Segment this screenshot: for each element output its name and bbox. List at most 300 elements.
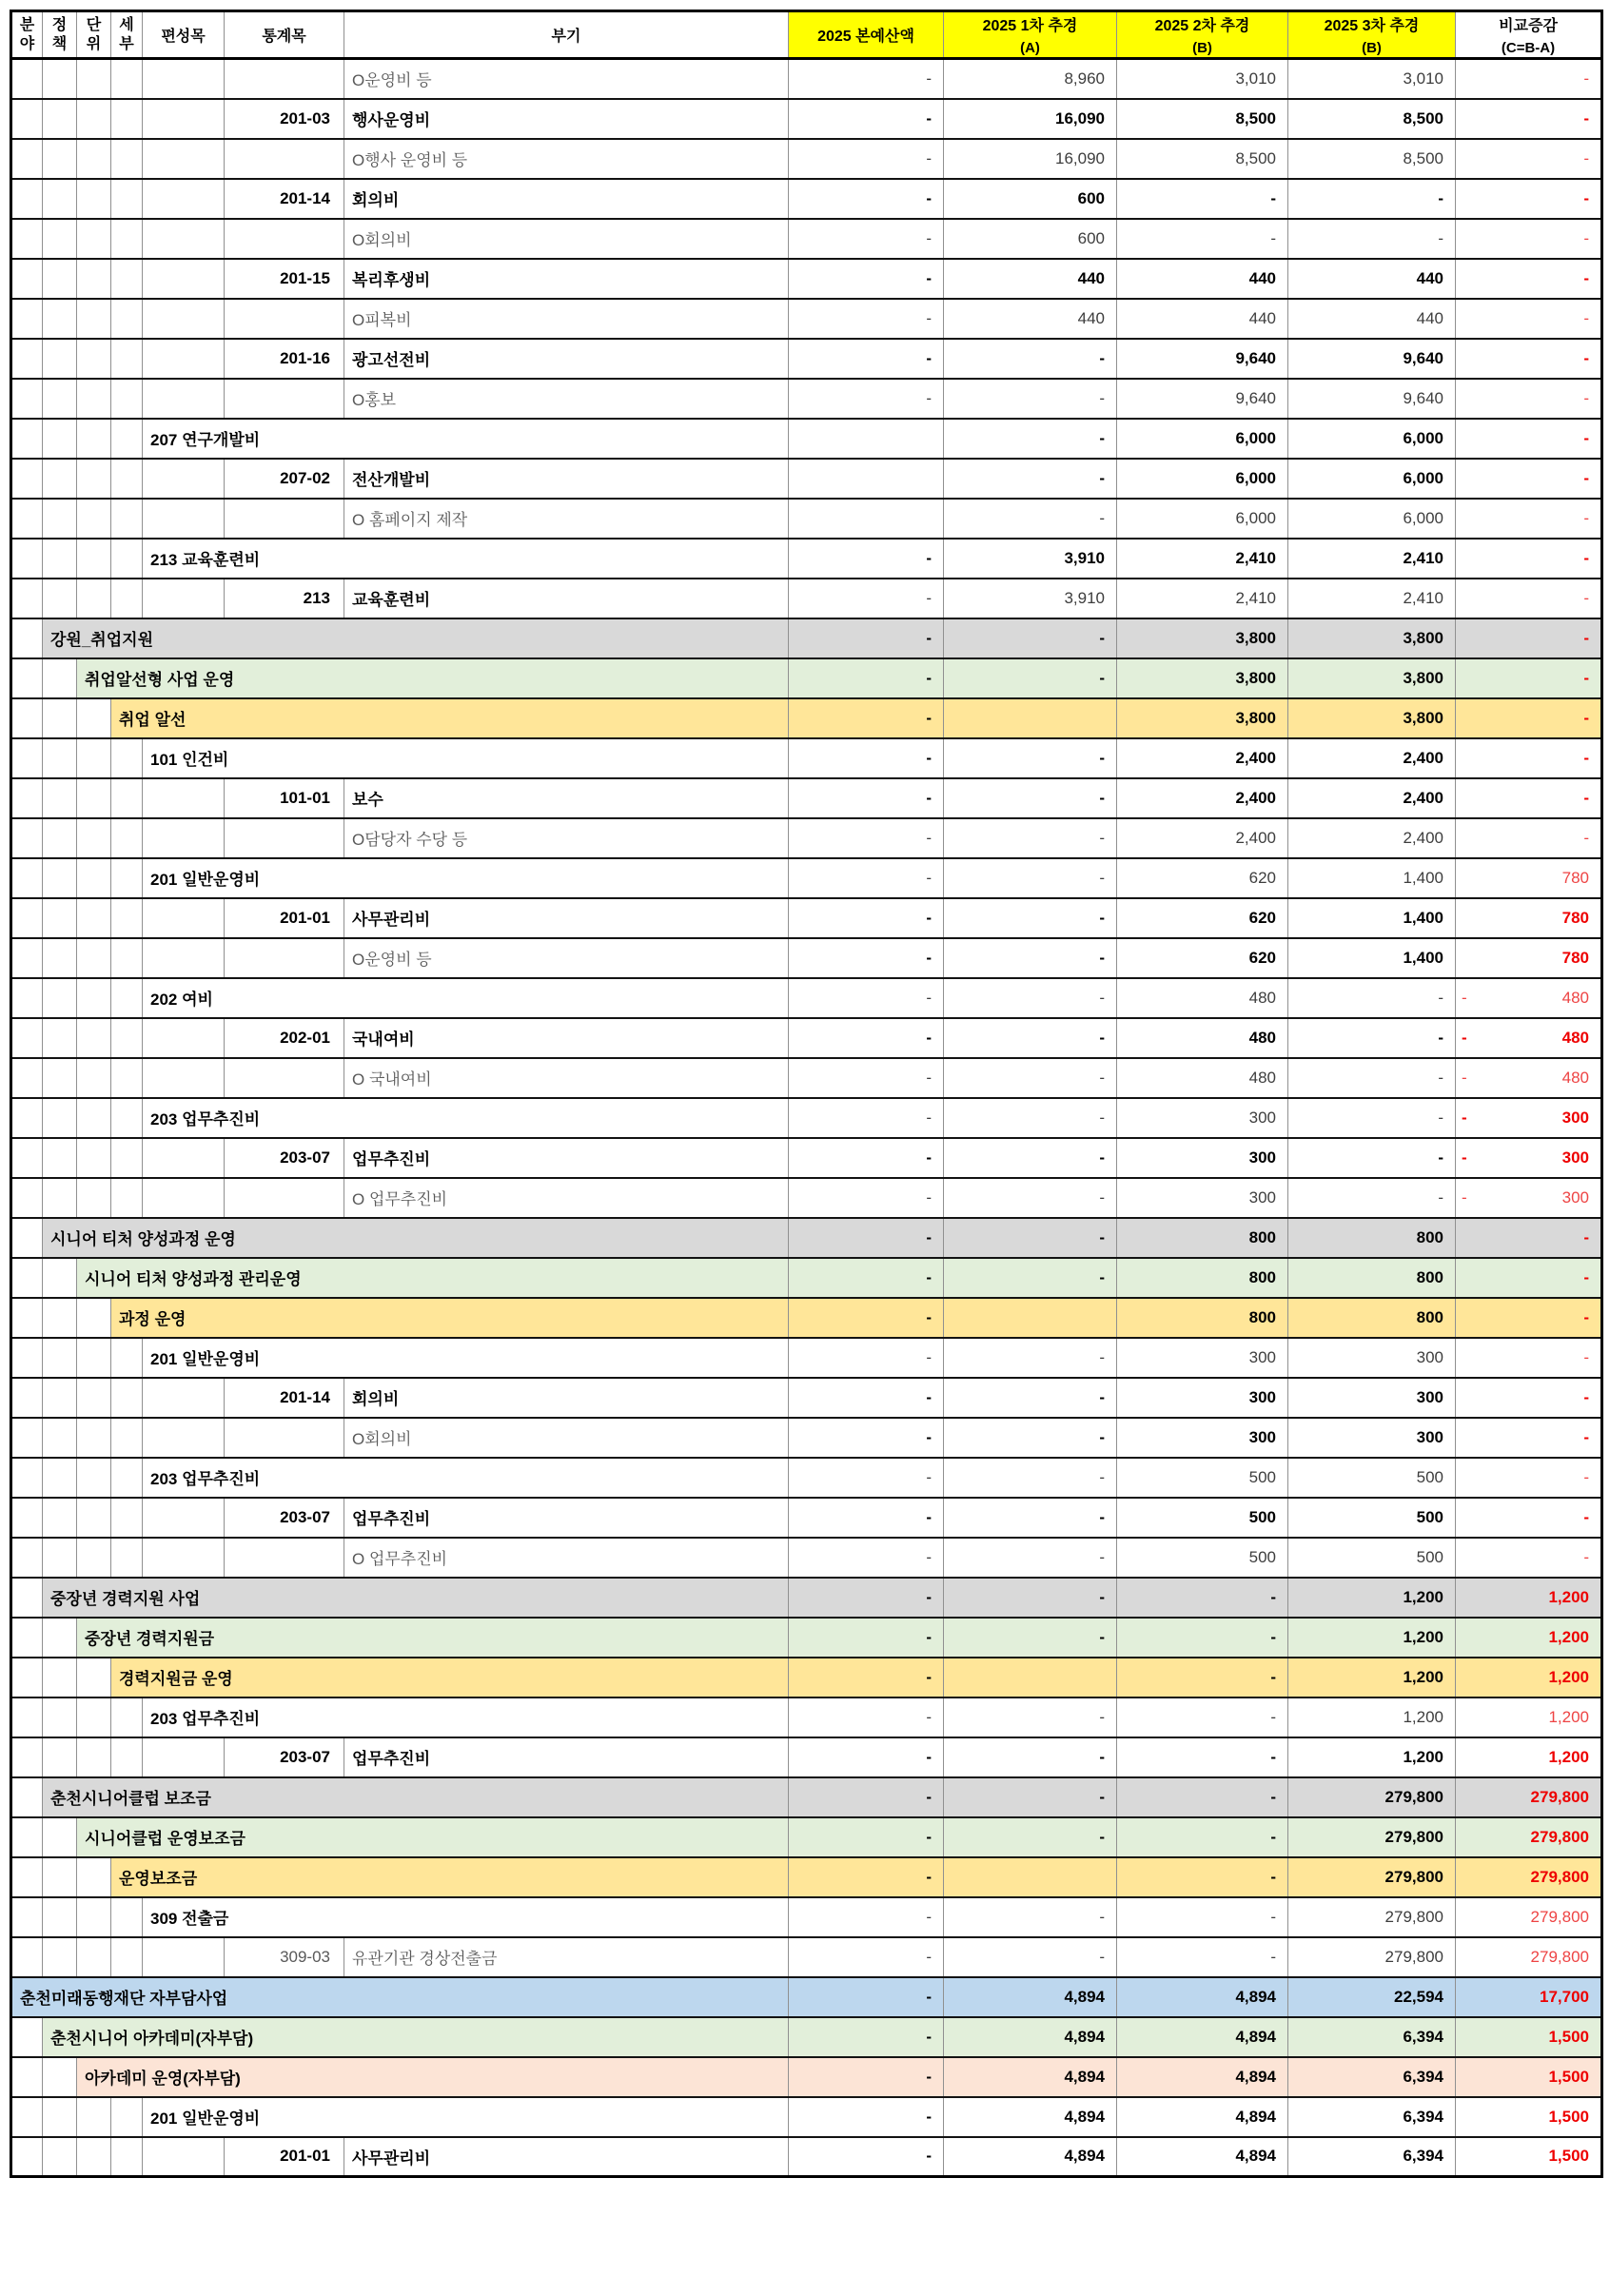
cell-value-budget2025: - [789,59,944,99]
row-label: 복리후생비 [344,259,789,299]
cell-value-diff [1456,1098,1602,1138]
cell-empty [11,818,43,858]
cell-empty [43,299,77,339]
cell-value-supp2: 800 [1117,1218,1288,1258]
row-label: 203 업무추진비 [143,1098,789,1138]
cell-empty [143,1937,225,1977]
cell-value-supp1: 3,910 [944,579,1117,618]
cell-value-supp2: 300 [1117,1138,1288,1178]
table-row [11,1658,1602,1697]
cell-value-supp2: 2,410 [1117,539,1288,579]
cell-empty [11,1178,43,1218]
cell-value-supp3: 3,010 [1288,59,1456,99]
cell-value-diff: - [1456,738,1602,778]
cell-value-supp3: - [1288,179,1456,219]
cell-empty [111,1897,143,1937]
cell-value-supp1: - [944,658,1117,698]
band-label: 운영보조금 [111,1857,789,1897]
cell-value-supp1: - [944,1498,1117,1538]
cell-empty [77,2097,111,2137]
cell-empty [11,99,43,139]
table-row [11,1538,1602,1578]
cell-value-supp1: - [944,1737,1117,1777]
cell-empty [11,658,43,698]
cell-value-diff: - [1456,139,1602,179]
cell-value-supp1: - [944,1578,1117,1618]
cell-value-supp1: - [944,419,1117,459]
cell-empty [143,459,225,499]
table-row [11,1897,1602,1937]
cell-value-supp1: - [944,1777,1117,1817]
cell-value-supp3: 500 [1288,1458,1456,1498]
cell-value-diff: - [1456,1298,1602,1338]
cell-empty [43,2097,77,2137]
row-label: 203 업무추진비 [143,1697,789,1737]
table-row [11,1618,1602,1658]
cell-empty [111,219,143,259]
cell-value-budget2025: - [789,1418,944,1458]
col-header-bunya: 분야 [11,11,43,59]
cell-value-budget2025: - [789,1857,944,1897]
cell-empty [77,419,111,459]
cell-value-diff: 780 [1456,858,1602,898]
cell-empty [111,1018,143,1058]
cell-value-supp1: 8,960 [944,59,1117,99]
cell-value-budget2025 [789,419,944,459]
cell-empty [143,818,225,858]
cell-value-supp2: 4,894 [1117,2137,1288,2177]
cell-value-supp2: 4,894 [1117,2097,1288,2137]
cell-value-supp3: 3,800 [1288,698,1456,738]
cell-value-supp1: - [944,618,1117,658]
cell-value-diff: 1,200 [1456,1737,1602,1777]
cell-value-supp1: - [944,1418,1117,1458]
cell-empty [143,1058,225,1098]
cell-empty [77,459,111,499]
cell-empty [111,1538,143,1578]
cell-empty [11,1538,43,1578]
cell-value-supp3: 800 [1288,1218,1456,1258]
cell-value-supp2: 620 [1117,938,1288,978]
cell-empty [143,139,225,179]
cell-empty [111,898,143,938]
cell-value-diff: - [1456,459,1602,499]
cell-value-budget2025: - [789,1018,944,1058]
cell-empty [43,1857,77,1897]
table-row [11,499,1602,539]
cell-empty [43,459,77,499]
cell-empty [43,1018,77,1058]
table-row [11,818,1602,858]
cell-value-supp3: 1,400 [1288,858,1456,898]
cell-value-diff: - [1456,59,1602,99]
table-row [11,1697,1602,1737]
cell-value-supp1: 4,894 [944,2017,1117,2057]
table-row [11,379,1602,419]
table-row [11,139,1602,179]
cell-value-diff: 1,200 [1456,1658,1602,1697]
cell-empty [77,539,111,579]
cell-empty [11,1378,43,1418]
cell-empty [43,59,77,99]
cell-value-budget2025: - [789,1458,944,1498]
cell-value-supp1: - [944,1937,1117,1977]
cell-value-supp2: 3,800 [1117,618,1288,658]
cell-empty [11,419,43,459]
row-label: 101 인건비 [143,738,789,778]
row-code: 201-16 [225,339,344,379]
cell-value-diff: - [1456,698,1602,738]
cell-value-supp3: 2,400 [1288,818,1456,858]
cell-value-supp1: - [944,1697,1117,1737]
cell-empty [43,1737,77,1777]
row-code: 309-03 [225,1937,344,1977]
negative-value: 480 [1561,1068,1589,1087]
cell-value-diff: - [1456,179,1602,219]
row-label: 광고선전비 [344,339,789,379]
cell-value-supp3: 279,800 [1288,1897,1456,1937]
cell-empty [11,2097,43,2137]
row-label: 207 연구개발비 [143,419,789,459]
cell-value-budget2025: - [789,2017,944,2057]
table-row [11,459,1602,499]
table-row [11,1937,1602,1977]
cell-value-supp3: 800 [1288,1258,1456,1298]
cell-value-diff: - [1456,618,1602,658]
cell-value-budget2025 [789,499,944,539]
cell-value-supp2: 8,500 [1117,139,1288,179]
cell-empty [11,1897,43,1937]
cell-value-supp3: 279,800 [1288,1937,1456,1977]
cell-empty [111,139,143,179]
cell-value-supp2: 480 [1117,978,1288,1018]
table-row [11,1578,1602,1618]
cell-value-supp1: 440 [944,299,1117,339]
negative-minus: - [1462,1148,1467,1167]
cell-value-supp3: 6,000 [1288,419,1456,459]
cell-empty [143,339,225,379]
cell-value-diff: - [1456,1418,1602,1458]
row-label: 201 일반운영비 [143,858,789,898]
table-row [11,1218,1602,1258]
cell-empty [111,2097,143,2137]
cell-empty [77,858,111,898]
cell-value-diff: 1,500 [1456,2137,1602,2177]
cell-value-diff: 279,800 [1456,1897,1602,1937]
cell-value-supp1 [944,1857,1117,1897]
col-header-sebu: 세부 [111,11,143,59]
cell-value-supp2: 500 [1117,1498,1288,1538]
cell-empty [111,1178,143,1218]
cell-value-budget2025: - [789,139,944,179]
band-label: 시니어클럽 운영보조금 [77,1817,789,1857]
cell-empty [225,1418,344,1458]
table-row [11,938,1602,978]
cell-value-supp2: 300 [1117,1338,1288,1378]
cell-value-supp2: 500 [1117,1458,1288,1498]
cell-value-supp3: 6,394 [1288,2097,1456,2137]
cell-empty [43,818,77,858]
cell-empty [77,2137,111,2177]
cell-empty [11,1218,43,1258]
cell-empty [43,1418,77,1458]
cell-empty [11,1578,43,1618]
cell-empty [43,1937,77,1977]
cell-value-budget2025: - [789,2057,944,2097]
cell-value-supp2: 9,640 [1117,379,1288,419]
table-row [11,419,1602,459]
cell-value-supp2: - [1117,1897,1288,1937]
col-header-pyeonseongmok: 편성목 [143,11,225,59]
cell-empty [11,1258,43,1298]
cell-empty [111,1378,143,1418]
band-label: 춘천시니어 아카데미(자부담) [43,2017,789,2057]
row-code: 213 [225,579,344,618]
cell-value-diff: - [1456,259,1602,299]
cell-empty [143,99,225,139]
cell-empty [11,379,43,419]
row-code: 201-14 [225,1378,344,1418]
cell-value-supp1: - [944,1338,1117,1378]
row-label: 업무추진비 [344,1498,789,1538]
cell-value-supp2: 440 [1117,259,1288,299]
cell-value-supp2: 6,000 [1117,419,1288,459]
table-row [11,2057,1602,2097]
cell-empty [143,1737,225,1777]
negative-value: 480 [1561,1028,1589,1047]
table-row [11,658,1602,698]
cell-value-supp1 [944,698,1117,738]
cell-empty [143,1538,225,1578]
band-label: 춘천미래동행재단 자부담사업 [11,1977,789,2017]
col-header-budget2025: 2025 본예산액 [789,11,944,59]
cell-value-supp1: - [944,1897,1117,1937]
cell-value-budget2025: - [789,1777,944,1817]
row-label: 203 업무추진비 [143,1458,789,1498]
cell-value-supp3: 1,200 [1288,1578,1456,1618]
cell-empty [77,1737,111,1777]
row-label: 회의비 [344,1378,789,1418]
cell-empty [77,219,111,259]
cell-value-budget2025: - [789,1977,944,2017]
cell-value-supp3: 9,640 [1288,339,1456,379]
cell-empty [43,1897,77,1937]
cell-value-budget2025: - [789,778,944,818]
table-row [11,1298,1602,1338]
cell-value-supp2: 3,010 [1117,59,1288,99]
cell-empty [77,59,111,99]
cell-empty [77,579,111,618]
cell-value-diff: - [1456,658,1602,698]
cell-empty [225,499,344,539]
cell-empty [11,1098,43,1138]
cell-empty [143,898,225,938]
cell-value-budget2025: - [789,99,944,139]
negative-value: 480 [1561,988,1589,1007]
cell-value-supp2: 800 [1117,1298,1288,1338]
cell-value-budget2025: - [789,738,944,778]
cell-value-supp3: - [1288,1178,1456,1218]
cell-value-supp1: - [944,1538,1117,1578]
cell-value-supp2: 3,800 [1117,658,1288,698]
table-row [11,339,1602,379]
cell-value-supp3: 1,400 [1288,898,1456,938]
cell-value-supp1: - [944,778,1117,818]
cell-empty [143,938,225,978]
table-row [11,858,1602,898]
negative-minus: - [1462,988,1467,1007]
cell-value-supp3: 500 [1288,1538,1456,1578]
cell-empty [43,1178,77,1218]
table-row [11,898,1602,938]
cell-empty [111,339,143,379]
cell-value-diff: 1,200 [1456,1618,1602,1658]
cell-value-budget2025: - [789,658,944,698]
cell-empty [77,1937,111,1977]
cell-empty [11,1418,43,1458]
row-label: 교육훈련비 [344,579,789,618]
row-code: 201-01 [225,2137,344,2177]
cell-empty [77,818,111,858]
cell-empty [143,299,225,339]
header-row [11,11,1602,59]
cell-empty [77,738,111,778]
cell-value-budget2025: - [789,1737,944,1777]
cell-value-diff: 1,200 [1456,1578,1602,1618]
cell-empty [111,1338,143,1378]
table-row [11,2017,1602,2057]
row-label: 202 여비 [143,978,789,1018]
cell-empty [77,1538,111,1578]
cell-empty [43,1338,77,1378]
cell-empty [11,1817,43,1857]
cell-value-diff: - [1456,1378,1602,1418]
cell-value-supp2: 620 [1117,858,1288,898]
cell-value-supp1: - [944,1458,1117,1498]
row-label: 보수 [344,778,789,818]
table-row [11,618,1602,658]
row-code: 201-03 [225,99,344,139]
cell-empty [111,1458,143,1498]
cell-empty [111,419,143,459]
cell-empty [11,738,43,778]
cell-value-diff: 1,500 [1456,2097,1602,2137]
band-label: 과정 운영 [111,1298,789,1338]
col-header-danwi: 단위 [77,11,111,59]
table-row [11,1178,1602,1218]
cell-value-supp2: 480 [1117,1018,1288,1058]
negative-minus: - [1462,1028,1467,1047]
cell-empty [11,1737,43,1777]
cell-value-budget2025: - [789,1298,944,1338]
row-label: O 업무추진비 [344,1538,789,1578]
cell-value-supp1: 16,090 [944,139,1117,179]
cell-value-supp1: 600 [944,179,1117,219]
cell-value-budget2025: - [789,858,944,898]
row-label: O운영비 등 [344,938,789,978]
table-row [11,698,1602,738]
cell-empty [77,379,111,419]
cell-value-diff [1456,978,1602,1018]
cell-value-diff: - [1456,419,1602,459]
cell-value-supp3: 279,800 [1288,1817,1456,1857]
cell-value-diff: - [1456,539,1602,579]
cell-value-supp2: 2,410 [1117,579,1288,618]
row-label: 309 전출금 [143,1897,789,1937]
cell-empty [77,1857,111,1897]
cell-value-supp2: 300 [1117,1378,1288,1418]
cell-value-supp3: 300 [1288,1338,1456,1378]
cell-empty [43,1378,77,1418]
band-label: 시니어 티처 양성과정 관리운영 [77,1258,789,1298]
cell-empty [143,778,225,818]
cell-value-supp1: - [944,818,1117,858]
cell-empty [43,1058,77,1098]
cell-value-budget2025: - [789,1498,944,1538]
cell-empty [43,1458,77,1498]
table-body [11,59,1602,2177]
cell-value-supp3: 9,640 [1288,379,1456,419]
cell-empty [77,938,111,978]
cell-empty [11,1658,43,1697]
row-label: 전산개발비 [344,459,789,499]
cell-value-supp3: 1,400 [1288,938,1456,978]
cell-value-supp2: 4,894 [1117,2057,1288,2097]
cell-empty [43,1298,77,1338]
cell-empty [111,1098,143,1138]
cell-value-supp2: 9,640 [1117,339,1288,379]
cell-empty [143,179,225,219]
cell-empty [111,539,143,579]
cell-value-supp2: - [1117,1937,1288,1977]
cell-value-supp2: - [1117,1857,1288,1897]
cell-value-budget2025: - [789,1378,944,1418]
cell-value-supp1: 600 [944,219,1117,259]
band-label: 중장년 경력지원금 [77,1618,789,1658]
cell-empty [225,1058,344,1098]
cell-empty [77,299,111,339]
cell-value-supp2: 300 [1117,1418,1288,1458]
cell-empty [11,1857,43,1897]
cell-value-supp3: 800 [1288,1298,1456,1338]
table-row [11,1098,1602,1138]
band-label: 강원_취업지원 [43,618,789,658]
cell-empty [11,1937,43,1977]
cell-empty [43,1258,77,1298]
col-header-tonggyemok: 통계목 [225,11,344,59]
table-row [11,778,1602,818]
cell-value-budget2025: - [789,1138,944,1178]
cell-empty [225,938,344,978]
cell-value-diff: - [1456,778,1602,818]
cell-value-budget2025: - [789,898,944,938]
band-label: 중장년 경력지원 사업 [43,1578,789,1618]
cell-empty [43,938,77,978]
cell-empty [77,778,111,818]
cell-empty [77,1058,111,1098]
cell-empty [11,499,43,539]
row-code: 201-15 [225,259,344,299]
cell-empty [43,539,77,579]
cell-value-supp2: 440 [1117,299,1288,339]
cell-value-supp2: - [1117,1578,1288,1618]
cell-value-supp1: - [944,1098,1117,1138]
cell-value-budget2025: - [789,978,944,1018]
cell-empty [143,1498,225,1538]
table-row [11,1378,1602,1418]
cell-empty [43,1138,77,1178]
cell-value-supp1: 3,910 [944,539,1117,579]
